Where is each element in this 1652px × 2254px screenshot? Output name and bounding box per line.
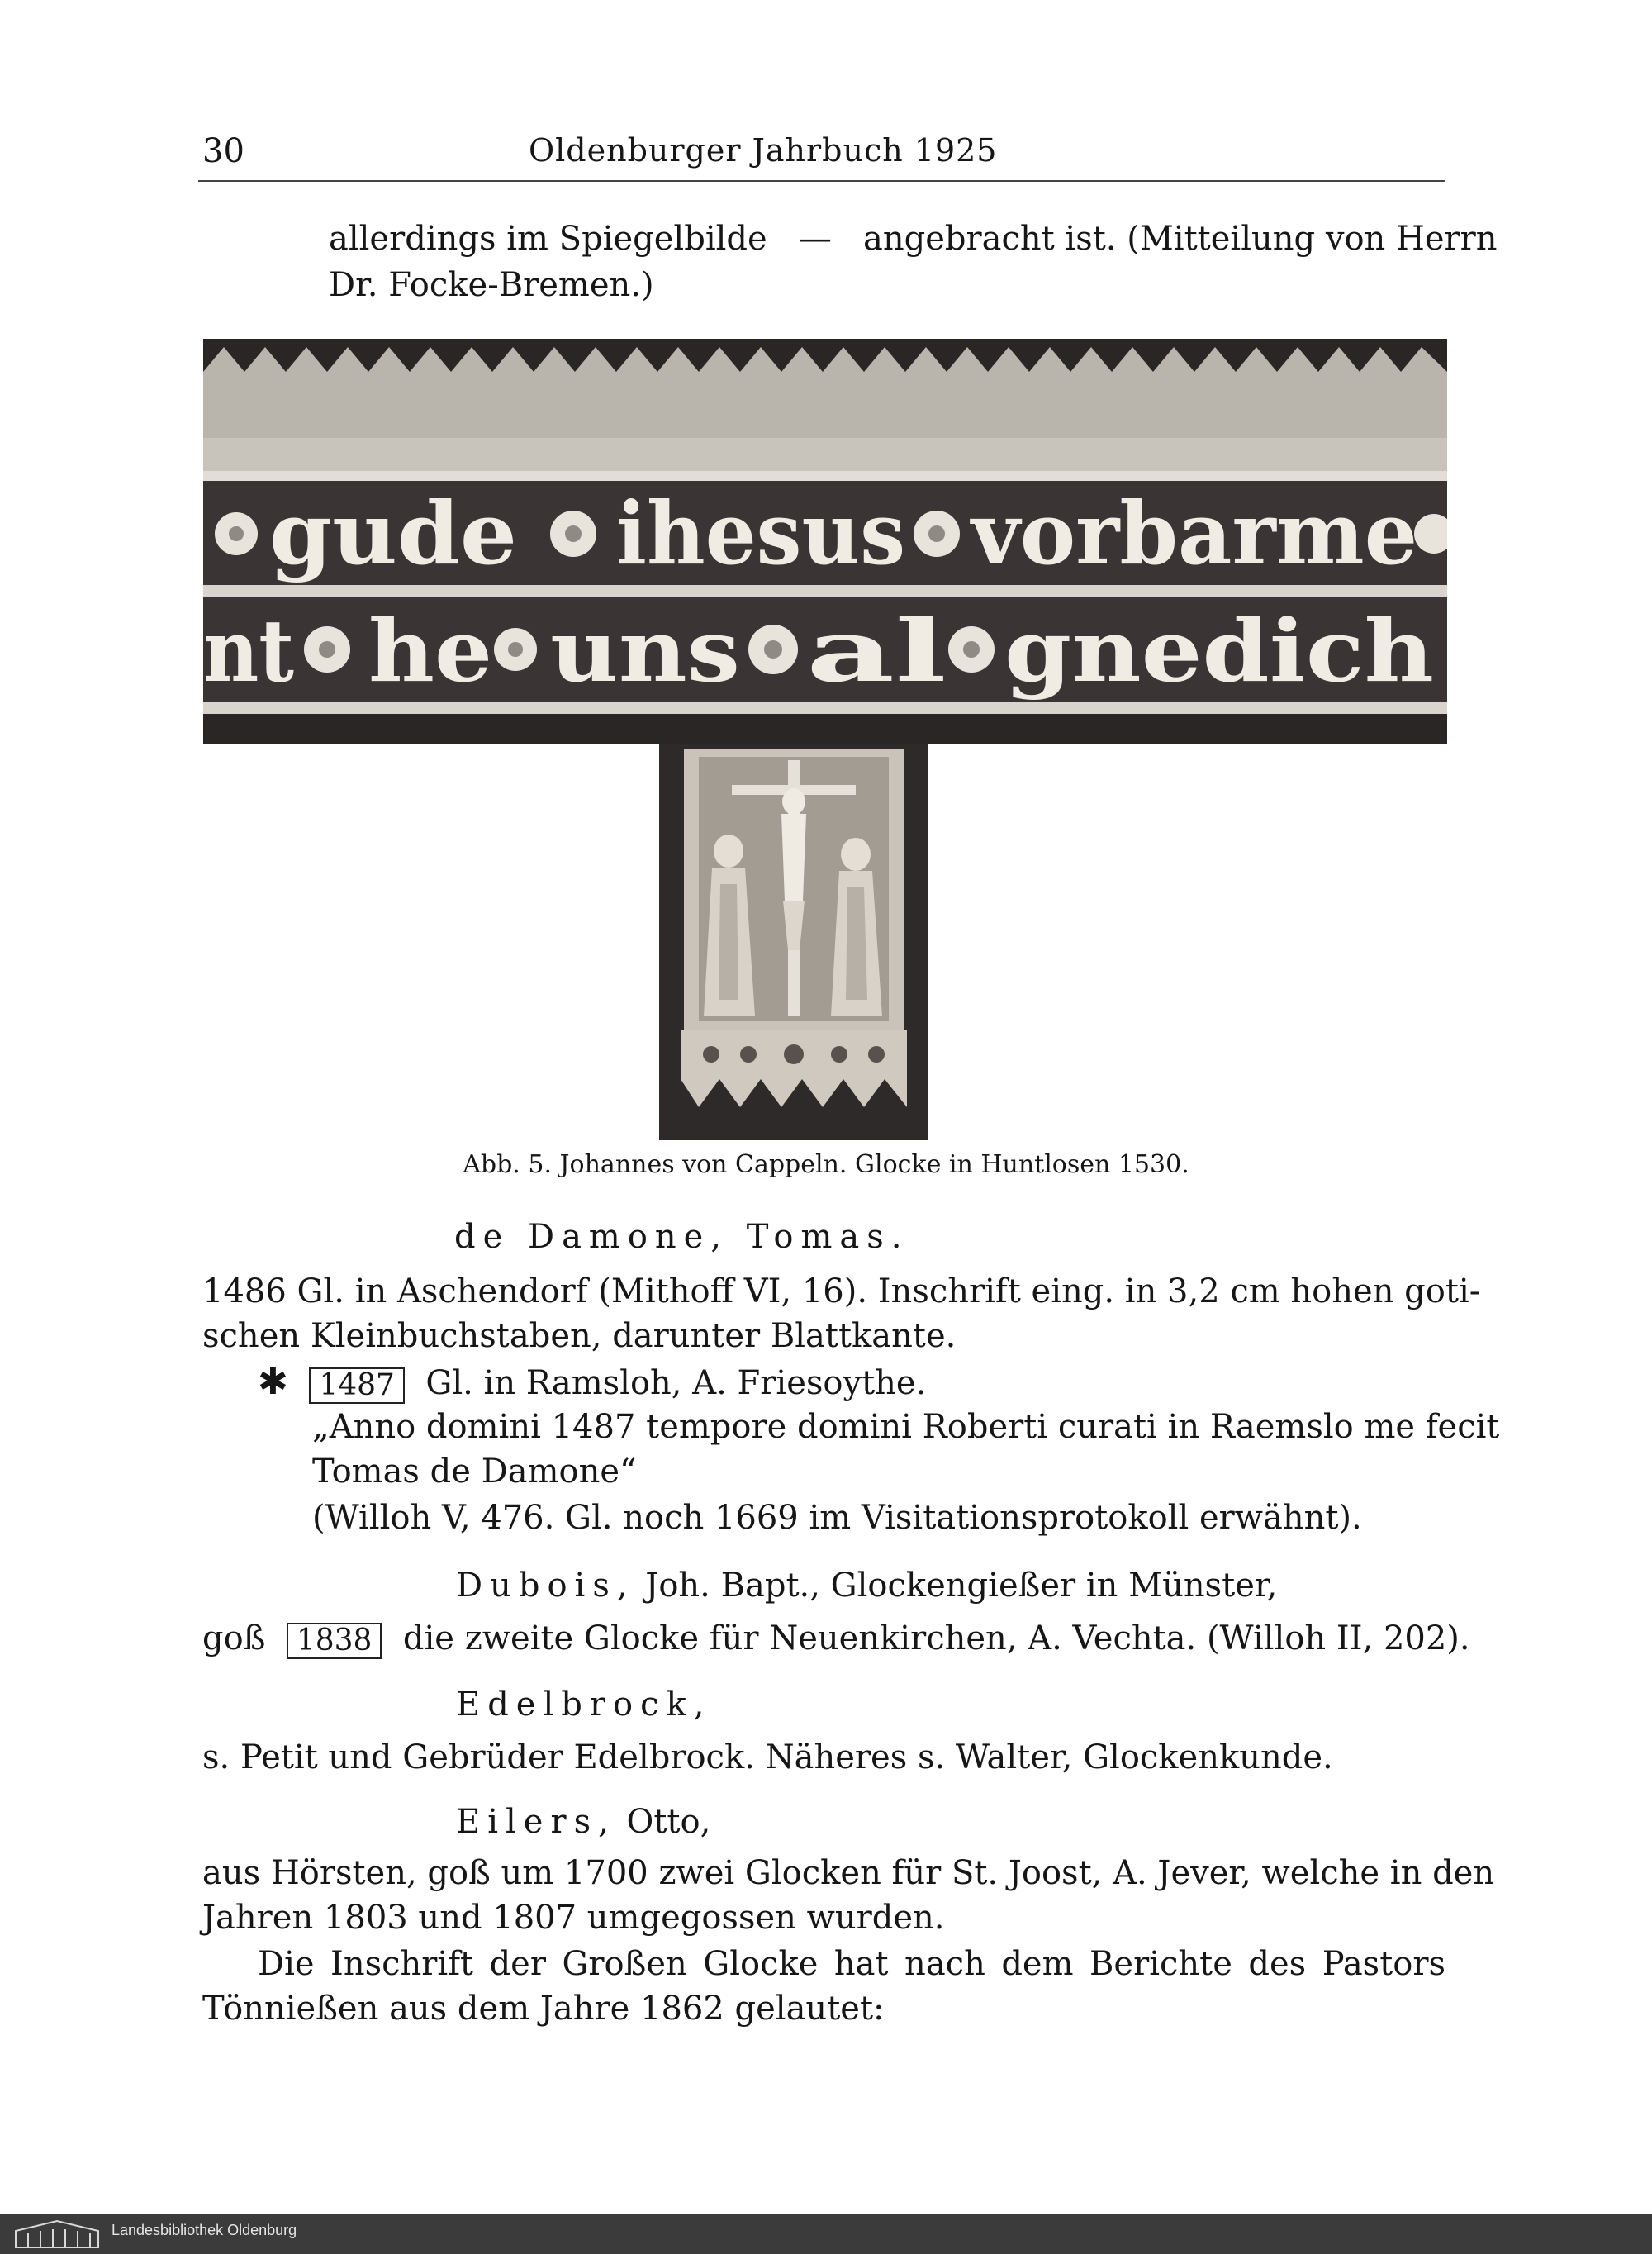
intro-line-1a: allerdings im Spiegelbilde	[329, 220, 767, 258]
eilers-line-1: aus Hörsten, goß um 1700 zwei Glocken für St. Joost, A. Jever, welche in den	[202, 1854, 1495, 1892]
intro-dash: —	[798, 220, 832, 258]
heading-edelbrock: Edelbrock,	[456, 1686, 712, 1724]
bell-inscription-photo	[203, 339, 1447, 1140]
dubois-line-post: die zweite Glocke für Neuenkirchen, A. Vechta. (Willoh II, 202).	[402, 1619, 1470, 1657]
eilers-line-2: Jahren 1803 und 1807 umgegossen wurden.	[202, 1899, 945, 1937]
intro-line-1b: angebracht ist. (Mitteilung von Herrn	[863, 220, 1498, 258]
dubois-heading-rest: Joh. Bapt., Glockengießer in Münster,	[645, 1567, 1278, 1605]
damone-line-2: schen Kleinbuchstaben, darunter Blattkante.	[202, 1317, 957, 1355]
footer-library-name: Landesbibliothek Oldenburg	[112, 2222, 297, 2238]
heading-damone: de Damone, Tomas.	[454, 1218, 909, 1256]
year-box-1838: 1838	[287, 1623, 382, 1659]
figure-caption: Abb. 5. Johannes von Cappeln. Glocke in Huntlosen 1530.	[463, 1150, 1189, 1179]
star-icon: ✱	[258, 1361, 288, 1403]
year-box-1487: 1487	[309, 1367, 405, 1404]
library-building-icon	[12, 2218, 102, 2251]
damone-quote-2: Tomas de Damone“	[312, 1453, 637, 1491]
eilers-line-3: Die Inschrift der Großen Glocke hat nach dem Berichte des Pastors	[258, 1945, 1446, 1983]
running-title: Oldenburger Jahrbuch 1925	[529, 132, 998, 169]
dubois-line	[202, 1616, 1470, 1661]
dubois-name: Dubois,	[456, 1567, 635, 1605]
damone-line-3-text: Gl. in Ramsloh, A. Friesoythe.	[425, 1364, 927, 1402]
banner-word-2: ihesus	[616, 483, 905, 584]
eilers-heading-rest: Otto,	[626, 1803, 711, 1841]
heading-dubois	[456, 1563, 1277, 1608]
banner-word-1: gude	[269, 483, 517, 584]
heading-eilers	[456, 1800, 710, 1844]
damone-line-1: 1486 Gl. in Aschendorf (Mithoff VI, 16). Inschrift eing. in 3,2 cm hohen goti-	[202, 1272, 1481, 1310]
damone-quote-1: „Anno domini 1487 tempore domini Roberti curati in Raemslo me fecit	[312, 1408, 1500, 1446]
banner-word-8: gnedich	[1004, 600, 1434, 701]
banner-word-5: he	[368, 600, 492, 701]
intro-line-1	[329, 216, 1498, 261]
banner-word-7: al	[806, 600, 947, 701]
header-rule	[198, 180, 1446, 182]
damone-reference: (Willoh V, 476. Gl. noch 1669 im Visitationsprotokoll erwähnt).	[312, 1499, 1362, 1537]
eilers-name: Eilers,	[456, 1803, 616, 1841]
intro-line-2: Dr. Focke-Bremen.)	[329, 266, 654, 304]
damone-line-3	[258, 1360, 926, 1405]
eilers-line-4: Tönnießen aus dem Jahre 1862 gelautet:	[202, 1990, 885, 2028]
banner-word-6: uns	[550, 600, 740, 701]
edelbrock-line: s. Petit und Gebrüder Edelbrock. Näheres s. Walter, Glockenkunde.	[202, 1738, 1333, 1776]
page-number: 30	[202, 132, 244, 170]
banner-word-3: vorbarme	[970, 483, 1417, 584]
banner-word-4: nt	[203, 600, 294, 701]
dubois-line-pre: goß	[202, 1619, 266, 1657]
